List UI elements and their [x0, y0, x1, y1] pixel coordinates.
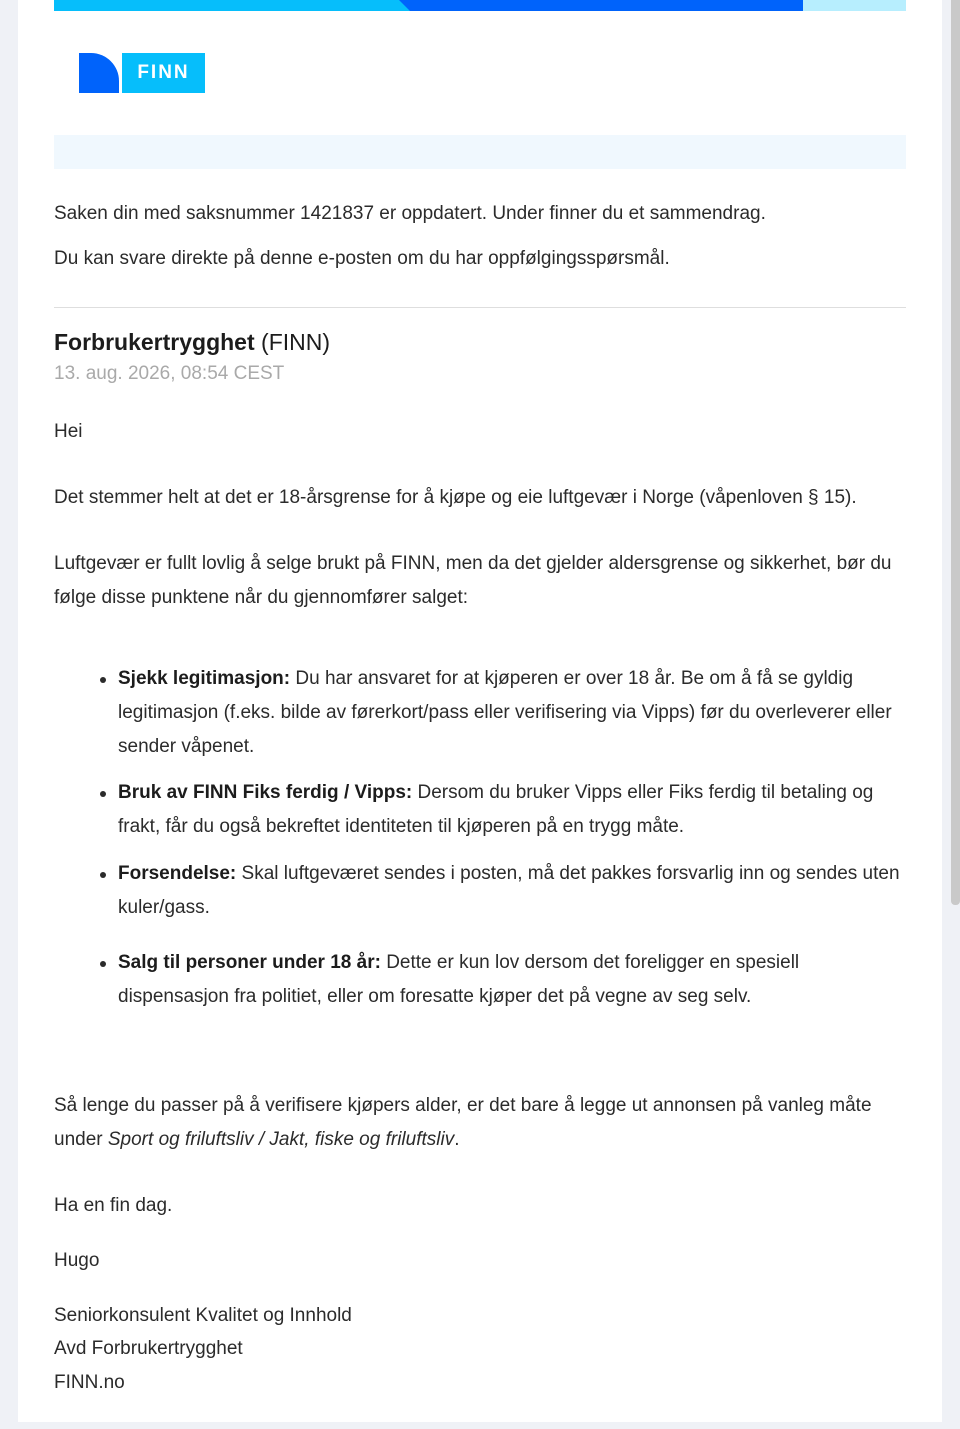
bullet-dot [100, 872, 106, 878]
brand-stripe-blue [399, 0, 856, 11]
finn-logo [79, 53, 205, 93]
list-item-title: Bruk av FINN Fiks ferdig / Vipps: [118, 782, 413, 803]
message-timestamp: 13. aug. 2026, 08:54 CEST [54, 363, 285, 384]
finn-logo-mark [79, 53, 119, 93]
bullet-dot [100, 677, 106, 683]
list-item-text: Skal luftgeværet sendes i posten, må det pakkes forsvarlig inn og sendes uten kuler/gass. [118, 863, 900, 918]
sender-org: (FINN) [254, 329, 331, 355]
list-item-text: Dersom du bruker Vipps eller Fiks ferdig til betaling og frakt, får du også bekreftet identiteten til kjøperen på en trygg måte. [118, 782, 874, 837]
author-department: Avd Forbrukertrygghet [54, 1338, 243, 1359]
sign-off: Ha en fin dag. [54, 1195, 173, 1216]
paragraph-selling: Luftgevær er fullt lovlig å selge brukt på FINN, men da det gjelder aldersgrense og sikkerhet, bør du følge disse punktene når du gjennomfører salget: [54, 553, 892, 608]
brand-stripe-pale [803, 0, 906, 11]
intro-line-reply: Du kan svare direkte på denne e-posten om du har oppfølgingsspørsmål. [54, 248, 670, 269]
bullet-dot [100, 961, 106, 967]
author-name: Hugo [54, 1250, 100, 1271]
author-site: FINN.no [54, 1372, 125, 1393]
category-path: Sport og friluftsliv / Jakt, fiske og friluftsliv [107, 1129, 455, 1150]
list-item-title: Sjekk legitimasjon: [118, 668, 291, 689]
scrollbar[interactable] [951, 0, 960, 905]
paragraph-closing [54, 1089, 894, 1157]
finn-logo-wordmark: FINN [122, 53, 205, 93]
greeting: Hei [54, 421, 83, 442]
divider [54, 307, 906, 308]
sender [54, 326, 330, 358]
list-item-title: Salg til personer under 18 år: [118, 952, 381, 973]
list-item-text: Dette er kun lov dersom det foreligger en spesiell dispensasjon fra politiet, eller om foresatte kjøper det på vegne av seg selv. [118, 952, 800, 1007]
bullet-dot [100, 791, 106, 797]
brand-stripe [54, 0, 906, 11]
paragraph-age-limit: Det stemmer helt at det er 18-årsgrense for å kjøpe og eie luftgevær i Norge (våpenloven § 15). [54, 487, 857, 508]
list-item [118, 946, 908, 1014]
sender-name: Forbrukertrygghet [54, 329, 255, 355]
list-item [118, 857, 908, 925]
list-item [118, 776, 908, 844]
closing-end: . [454, 1129, 460, 1150]
intro-line-case: Saken din med saksnummer 1421837 er oppdatert. Under finner du et sammendrag. [54, 203, 766, 224]
list-item-title: Forsendelse: [118, 863, 237, 884]
list-item-text: Du har ansvaret for at kjøperen er over 18 år. Be om å få se gyldig legitimasjon (f.eks. bilde av førerkort/pass eller verifisering via Vipps) før du overleverer eller sender våpenet. [118, 668, 892, 757]
author-role: Seniorkonsulent Kvalitet og Innhold [54, 1305, 352, 1326]
list-item [118, 662, 908, 764]
closing-text: Så lenge du passer på å verifisere kjøpers alder, er det bare å legge ut annonsen på vanleg måte under [54, 1095, 872, 1150]
header-band [54, 135, 906, 169]
